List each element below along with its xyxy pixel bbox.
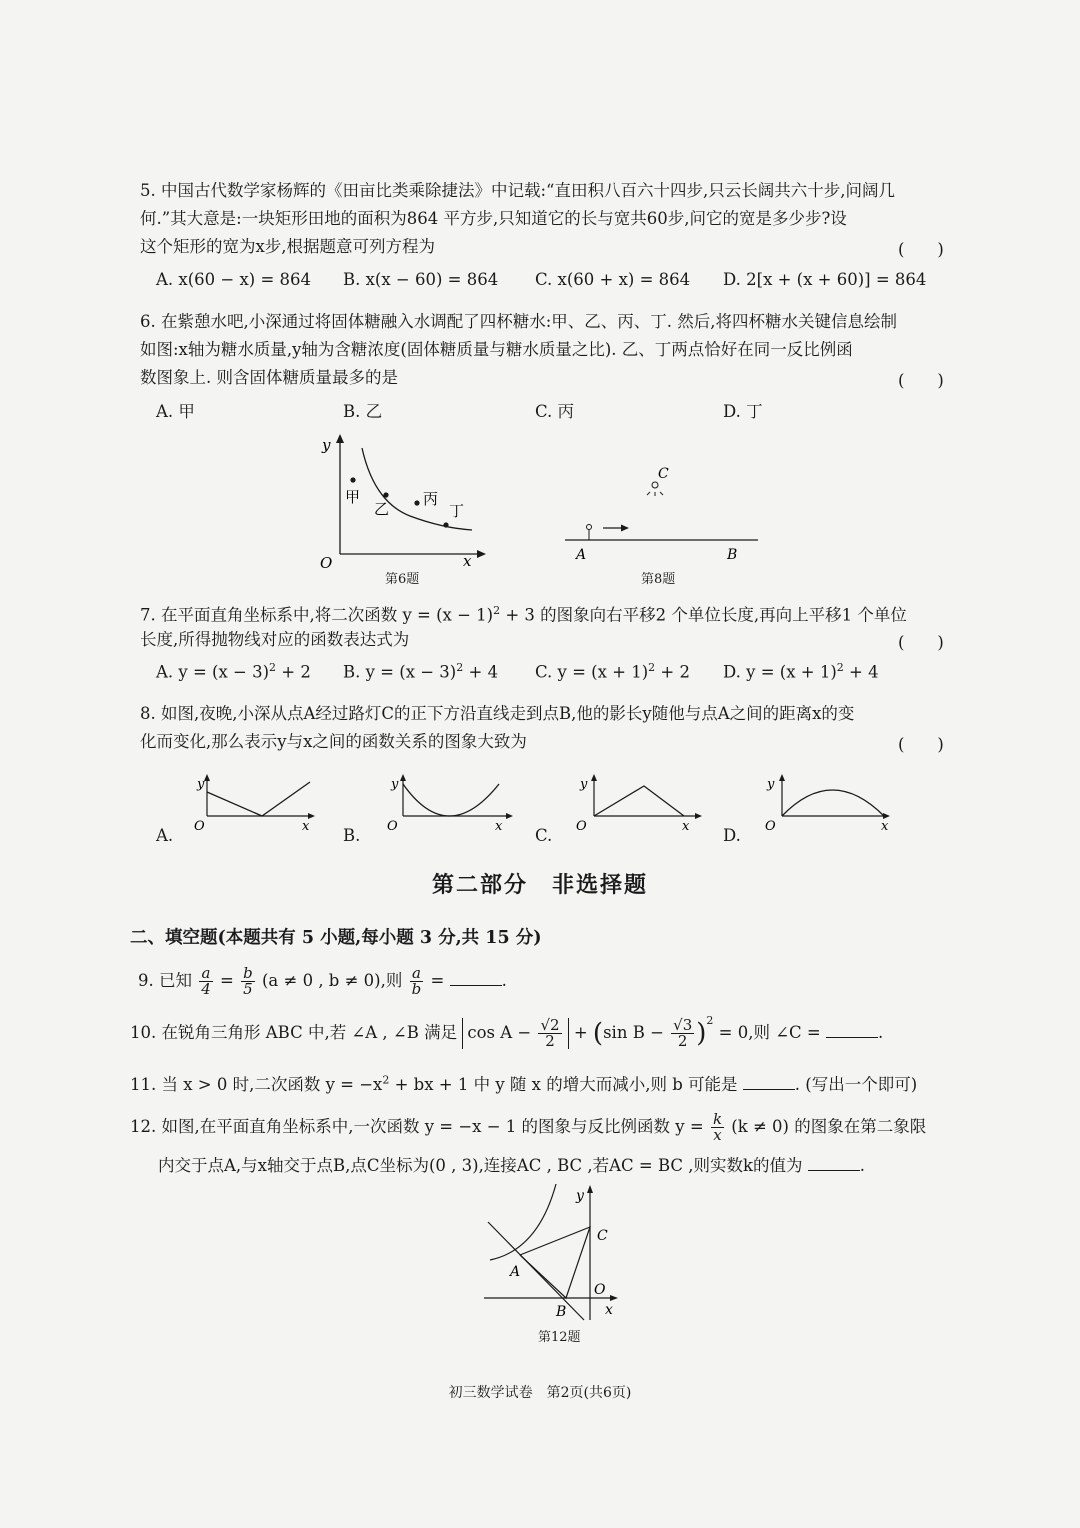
fig12-line-graph bbox=[488, 1222, 584, 1320]
q6-option-c: C. 丙 bbox=[535, 402, 575, 421]
q10-sq: 2 bbox=[706, 1013, 714, 1027]
fig6-point-ding bbox=[443, 522, 448, 527]
fig8-label-b: B bbox=[727, 547, 738, 563]
figure-6 bbox=[310, 430, 500, 590]
fig12-label-x: x bbox=[605, 1302, 613, 1318]
q10-cos: cos A − bbox=[467, 1023, 532, 1042]
q9-post: = bbox=[430, 971, 445, 990]
q8-line2: 化而变化,那么表示y与x之间的函数关系的图象大致为 bbox=[140, 732, 527, 751]
q7-option-c bbox=[535, 661, 690, 682]
q9 bbox=[138, 966, 507, 997]
q8-option-c: C. bbox=[535, 826, 553, 845]
q7-option-b-sup: 2 bbox=[456, 661, 464, 674]
q10-post: = 0,则 ∠C = bbox=[718, 1023, 821, 1042]
q12-line2 bbox=[158, 1152, 865, 1176]
fig12-label-y: y bbox=[576, 1188, 584, 1204]
q9-frac-ab-num: a bbox=[410, 966, 424, 982]
fig6-y-arrow bbox=[336, 434, 344, 443]
q7-option-a-post: + 2 bbox=[276, 662, 311, 682]
q10-plus: + bbox=[573, 1023, 588, 1042]
fig12-label-o: O bbox=[594, 1282, 606, 1298]
page-footer: 初三数学试卷 第2页(共6页) bbox=[448, 1385, 632, 1401]
q9-frac-b5-num: b bbox=[243, 964, 253, 982]
q8-graph-b-o: O bbox=[387, 819, 398, 834]
q10-rparen: ) bbox=[696, 1018, 707, 1049]
fig12-hyperbola bbox=[490, 1184, 556, 1260]
q8-graph-c-y: y bbox=[580, 777, 588, 792]
q6-option-d: D. 丁 bbox=[723, 402, 763, 421]
q9-frac-a4 bbox=[199, 966, 213, 997]
fig8-person-icon bbox=[587, 525, 592, 541]
q10-end: . bbox=[877, 1023, 884, 1042]
fig6-point-jia bbox=[350, 477, 355, 482]
q11-post: + bx + 1 中 y 随 x 的增大而减小,则 b 可能是 bbox=[389, 1075, 738, 1094]
fig6-label-x: x bbox=[463, 552, 472, 570]
q9-frac-ab-den: b bbox=[411, 980, 422, 998]
q8-option-b: B. bbox=[343, 826, 361, 845]
q6-line3: 数图象上. 则含固体糖质量最多的是 bbox=[140, 368, 398, 387]
q9-frac-b5-den: 5 bbox=[243, 980, 253, 998]
q9-frac-a4-num: a bbox=[199, 966, 213, 982]
fig12-label-b: B bbox=[556, 1304, 567, 1320]
q7-line1-pre: 7. 在平面直角坐标系中,将二次函数 y = (x − 1) bbox=[140, 605, 494, 625]
q7-line2: 长度,所得抛物线对应的函数表达式为 bbox=[140, 630, 410, 649]
fig12-caption: 第12题 bbox=[538, 1330, 581, 1345]
fig6-point-bing bbox=[414, 500, 419, 505]
q6-option-a: A. 甲 bbox=[156, 402, 195, 421]
q7-option-d-pre: D. y = (x + 1) bbox=[723, 662, 837, 682]
q5-option-a: A. x(60 − x) = 864 bbox=[156, 270, 312, 289]
q7-line1 bbox=[140, 600, 950, 627]
q9-frac-ab bbox=[410, 966, 424, 997]
q10-frac-r2 bbox=[538, 1018, 561, 1049]
q5-option-d: D. 2[x + (x + 60)] = 864 bbox=[723, 270, 927, 289]
q8-graph-b bbox=[383, 770, 523, 840]
q12-line2-text: 内交于点A,与x轴交于点B,点C坐标为(0 , 3),连接AC , BC ,若AC = BC ,则实数k的值为 bbox=[158, 1156, 803, 1175]
q8-graph-c bbox=[572, 770, 712, 840]
q7-option-a bbox=[156, 661, 311, 682]
q7-option-c-post: + 2 bbox=[655, 662, 690, 682]
q7-option-c-sup: 2 bbox=[648, 661, 656, 674]
fig6-caption: 第6题 bbox=[385, 572, 420, 587]
q8-graph-a-curve bbox=[207, 782, 310, 816]
q10-sin: sin B − bbox=[603, 1023, 664, 1042]
q7-option-d bbox=[723, 661, 879, 682]
q10-frac-r3 bbox=[671, 1018, 694, 1049]
q6-line1: 6. 在紫憩水吧,小深通过将固体糖融入水调配了四杯糖水:甲、乙、丙、丁. 然后,将四杯糖水关键信息绘制 bbox=[140, 312, 898, 331]
q8-graph-c-x: x bbox=[682, 819, 690, 834]
q9-answer-blank bbox=[450, 971, 502, 986]
q9-end: . bbox=[501, 971, 507, 990]
q8-graph-d-y: y bbox=[767, 777, 775, 792]
q5-line3: 这个矩形的宽为x步,根据题意可列方程为 bbox=[140, 237, 436, 256]
q8-graph-d bbox=[760, 770, 900, 840]
fig12-label-a: A bbox=[510, 1264, 521, 1280]
q12-answer-blank bbox=[808, 1156, 860, 1171]
q12-line1-post: (k ≠ 0) 的图象在第二象限 bbox=[731, 1117, 927, 1136]
q8-option-a: A. bbox=[156, 826, 174, 845]
fig8-caption: 第8题 bbox=[641, 572, 676, 587]
q8-graph-b-y: y bbox=[391, 777, 399, 792]
q9-pre: 9. 已知 bbox=[138, 971, 192, 990]
q5-answer-paren: ( ) bbox=[898, 240, 944, 259]
q8-graph-b-curve bbox=[403, 784, 499, 816]
q10-frac-r3-den: 2 bbox=[677, 1032, 688, 1050]
q12-line1 bbox=[130, 1112, 926, 1143]
q5-option-c: C. x(60 + x) = 864 bbox=[535, 270, 691, 289]
fig6-point-yi bbox=[383, 492, 388, 497]
q10-abs bbox=[462, 1018, 568, 1049]
q7-line1-sup: 2 bbox=[493, 604, 501, 617]
q11-pre: 11. 当 x > 0 时,二次函数 y = −x bbox=[130, 1075, 383, 1094]
q8-graph-c-curve bbox=[594, 786, 684, 816]
q10-frac-r2-num: √2 bbox=[540, 1016, 560, 1034]
fig12-label-c: C bbox=[597, 1228, 608, 1244]
fig8-walk-arrowhead bbox=[621, 525, 629, 532]
q10-pre: 10. 在锐角三角形 ABC 中,若 ∠A , ∠B 满足 bbox=[130, 1023, 458, 1042]
q8-graph-d-x: x bbox=[881, 819, 889, 834]
fig6-label-bing: 丙 bbox=[423, 490, 439, 508]
q8-graph-a-o: O bbox=[194, 819, 205, 834]
q8-graph-a-x: x bbox=[302, 819, 310, 834]
q6-line2: 如图:x轴为糖水质量,y轴为含糖浓度(固体糖质量与糖水质量之比). 乙、丁两点恰好在同一反比例函 bbox=[140, 340, 853, 359]
q10-frac-r3-num: √3 bbox=[673, 1016, 693, 1034]
fig6-x-arrow bbox=[477, 550, 486, 558]
q9-eq: = bbox=[220, 971, 234, 990]
fig6-label-ding: 丁 bbox=[449, 502, 465, 520]
q5-option-b: B. x(x − 60) = 864 bbox=[343, 270, 499, 289]
q8-graph-d-o: O bbox=[765, 819, 776, 834]
q7-option-c-pre: C. y = (x + 1) bbox=[535, 662, 649, 682]
q9-frac-a4-den: 4 bbox=[201, 980, 211, 998]
q8-answer-paren: ( ) bbox=[898, 735, 944, 754]
q7-option-a-sup: 2 bbox=[269, 661, 277, 674]
q11 bbox=[130, 1071, 917, 1095]
q7-option-d-sup: 2 bbox=[836, 661, 844, 674]
q10-answer-blank bbox=[826, 1023, 878, 1038]
q8-option-d: D. bbox=[723, 826, 741, 845]
fig6-label-y: y bbox=[322, 436, 331, 454]
q7-option-b-pre: B. y = (x − 3) bbox=[343, 662, 457, 682]
section-title: 第二部分 非选择题 bbox=[431, 872, 648, 898]
figure-12 bbox=[480, 1180, 640, 1340]
q5-line1: 5. 中国古代数学家杨辉的《田亩比类乘除捷法》中记载:“直田积八百六十四步,只云长阔共六十步,问阔几 bbox=[140, 181, 895, 200]
q8-graph-d-curve bbox=[782, 790, 884, 816]
q11-end: . (写出一个即可) bbox=[794, 1075, 918, 1094]
q6-option-b: B. 乙 bbox=[343, 402, 383, 421]
q7-answer-paren: ( ) bbox=[898, 633, 944, 652]
q10-lparen: ( bbox=[592, 1018, 604, 1049]
fig8-label-a: A bbox=[576, 547, 587, 563]
q12-frac-kx bbox=[711, 1112, 724, 1143]
q7-option-d-post: + 4 bbox=[843, 662, 879, 682]
q8-graph-b-x: x bbox=[495, 819, 503, 834]
fig6-label-jia: 甲 bbox=[345, 488, 361, 506]
fill-in-heading: 二、填空题(本题共有 5 小题,每小题 3 分,共 15 分) bbox=[130, 928, 542, 948]
fig8-label-c: C bbox=[658, 466, 669, 482]
q12-frac-kx-num: k bbox=[712, 1110, 723, 1128]
q8-line1: 8. 如图,夜晚,小深从点A经过路灯C的正下方沿直线走到点B,他的影长y随他与点A之间的距离x的变 bbox=[140, 704, 855, 723]
q8-graph-c-o: O bbox=[576, 819, 587, 834]
q7-line1-post: + 3 的图象向右平移2 个单位长度,再向上平移1 个单位 bbox=[500, 605, 907, 625]
q7-option-b bbox=[343, 661, 498, 682]
q11-sup: 2 bbox=[382, 1073, 390, 1087]
fig8-lamp-icon bbox=[647, 482, 663, 496]
q9-mid: (a ≠ 0 , b ≠ 0),则 bbox=[261, 971, 403, 990]
q7-option-b-post: + 4 bbox=[463, 662, 499, 682]
q12-frac-kx-den: x bbox=[713, 1126, 722, 1144]
fig12-triangle bbox=[520, 1227, 590, 1298]
figure-8 bbox=[555, 455, 770, 570]
q9-frac-b5 bbox=[241, 966, 255, 997]
q8-graph-a bbox=[185, 770, 325, 840]
q8-graph-a-y: y bbox=[197, 777, 205, 792]
q10 bbox=[130, 1013, 884, 1050]
q12-line1-pre: 12. 如图,在平面直角坐标系中,一次函数 y = −x − 1 的图象与反比例函数 y = bbox=[130, 1117, 704, 1136]
q5-line2: 何.”其大意是:一块矩形田地的面积为864 平方步,只知道它的长与宽共60步,问它的宽是多少步?设 bbox=[140, 209, 847, 228]
fig6-label-yi: 乙 bbox=[374, 500, 390, 518]
q7-option-a-pre: A. y = (x − 3) bbox=[156, 662, 270, 682]
q12-end: . bbox=[859, 1156, 866, 1175]
q6-answer-paren: ( ) bbox=[898, 371, 944, 390]
q10-frac-r2-den: 2 bbox=[545, 1032, 555, 1050]
q11-answer-blank bbox=[743, 1075, 795, 1090]
fig6-label-o: O bbox=[320, 554, 333, 572]
